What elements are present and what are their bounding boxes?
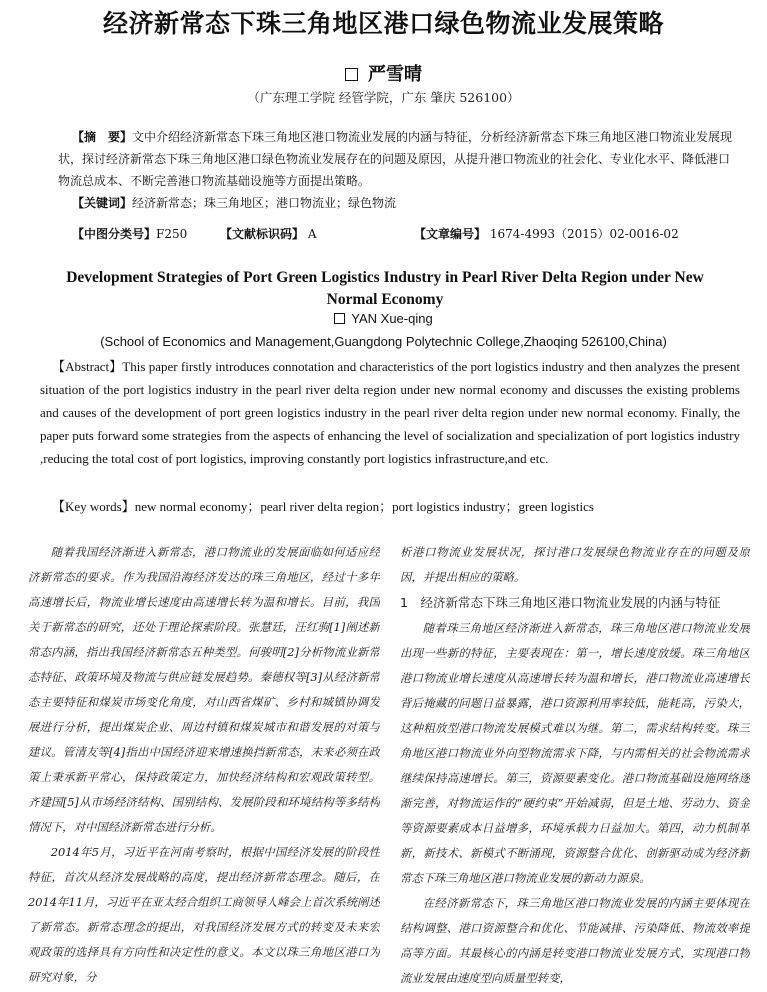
article-no-field — [414, 225, 679, 242]
article-meta — [72, 225, 732, 245]
keywords-en-label: 【Key words】 — [52, 499, 135, 514]
keywords-en — [52, 496, 752, 515]
keywords-cn-label: 【关键词】 — [72, 196, 133, 210]
clc-value: F250 — [156, 227, 188, 241]
body-column-right — [400, 540, 750, 990]
abstract-en — [40, 355, 740, 470]
section-heading-1: 1 经济新常态下珠三角地区港口物流业发展的内涵与特征 — [400, 595, 721, 610]
body-paragraph: 2014年5月，习近平在河南考察时，根据中国经济发展的阶段性特征，首次从经济发展战略的高度，提出经济新常态理念。随后，在2014年11月，习近平在亚太经合组织工商领导人峰会上首次系统阐述了新常态。新常态理念的提出，对我国经济发展方式的转变及未来宏观政策的选择具有方向性和决定性的意义。本文以珠三角地区港口为研究对象，分 — [28, 845, 380, 984]
body-column-left — [28, 540, 380, 990]
body-paragraph: 随着珠三角地区经济渐进入新常态，珠三角地区港口物流业发展出现一些新的特征，主要表现在：第一，增长速度放缓。珠三角地区港口物流业增长速度从高速增长转为温和增长，港口物流业高速增长背后掩藏的问题日益暴露，港口资源利用率较低，能耗高，污染大，这种粗放型港口物流发展模式难以为继。第二，需求结构转变。珠三角地区港口物流业外向型物流需求下降，与内需相关的社会物流需求继续保持高速增长。第三，资源要素变化。港口物流基础设施网络逐渐完善，对物流运作的“硬约束”开始减弱，但是土地、劳动力、资金等资源要素成本日益增多，环境承载力日益加大。第四，动力机制革新，新技术、新模式不断涌现，资源整合优化、创新驱动成为经济新常态下珠三角地区港口物流业发展的新动力源泉。 — [400, 621, 750, 885]
keywords-cn-text: 经济新常态；珠三角地区；港口物流业；绿色物流 — [132, 196, 397, 210]
author-en-box-icon — [334, 313, 345, 324]
author-en — [0, 311, 767, 326]
abstract-cn — [58, 126, 738, 214]
affiliation-cn: （广东理工学院 经管学院，广东 肇庆 526100） — [247, 90, 520, 105]
keywords-en-text: new normal economy；pearl river delta region；port logistics industry；green logistics — [134, 499, 594, 514]
doc-code-label: 【文献标识码】 — [220, 227, 305, 241]
abstract-en-text: This paper firstly introduces connotation and characteristics of the port logistics industry and then analyzes the present situation of the port logistics industry in the pearl river delta region under new normal economy and discusses the existing problems and causes of the development of port green logistics industry in the pearl river delta region under new normal economy. Finally, the paper puts forward some strategies from the aspects of enhancing the level of socialization and specialization of port logistics industry ,reducing the total cost of port logistics, improving constantly port logistics infrastructure,and etc. — [40, 359, 740, 466]
doc-code-value: A — [307, 227, 317, 241]
clc-field — [72, 225, 187, 242]
abstract-en-label: 【Abstract】 — [52, 359, 123, 374]
abstract-cn-label: 【摘 要】 — [72, 130, 133, 144]
abstract-cn-text: 文中介绍经济新常态下珠三角地区港口物流业发展的内涵与特征，分析经济新常态下珠三角地区港口物流业发展现状，探讨经济新常态下珠三角地区港口绿色物流业发展存在的问题及原因，从提升港口物流业的社会化、专业化水平、降低港口物流总成本、不断完善港口物流基础设施等方面提出策略。 — [58, 130, 733, 188]
affiliation-en: (School of Economics and Management,Guangdong Polytechnic College,Zhaoqing 526100,China) — [100, 334, 667, 349]
clc-label: 【中图分类号】 — [72, 227, 157, 241]
article-no-label: 【文章编号】 — [414, 227, 487, 241]
article-no-value: 1674-4993（2015）02-0016-02 — [489, 227, 679, 241]
author-box-icon — [345, 68, 358, 81]
author-cn-name: 严雪晴 — [368, 64, 422, 85]
paper-title-cn: 经济新常态下珠三角地区港口绿色物流业发展策略 — [102, 9, 664, 38]
author-cn — [0, 60, 767, 86]
author-en-name: YAN Xue-qing — [351, 311, 433, 326]
body-paragraph: 随着我国经济渐进入新常态，港口物流业的发展面临如何适应经济新常态的要求。作为我国沿海经济发达的珠三角地区，经过十多年高速增长后，物流业增长速度由高速增长转为温和增长。目前，我国关于新常态的研究，还处于理论探索阶段。张慧廷，汪红驹[1]阐述新常态内涵，指出我国经济新常态五种类型。何骏明[2]分析物流业新常态特征、政策环境及物流与供应链发展趋势。秦德权等[3]从经济新常态主要特征和煤炭市场变化角度，对山西省煤矿、乡村和城镇协调发展进行分析，提出煤炭企业、周边村镇和煤炭城市和谐发展的对策与建议。管清友等[4]指出中国经济迎来增速换挡新常态，未来必须在政策上秉承新平常心，保持政策定力，加快经济结构和宏观政策转型。齐建国[5]从市场经济结构、国别结构、发展阶段和环境结构等多结构情况下，对中国经济新常态进行分析。 — [28, 545, 380, 834]
body-paragraph: 在经济新常态下，珠三角地区港口物流业发展的内涵主要体现在结构调整、港口资源整合和优化、节能减排、污染降低、物流效率提高等方面。其最核心的内涵是转变港口物流业发展方式，实现港口物流业发展由速度型向质量型转变， — [400, 896, 750, 985]
body-paragraph-continued: 析港口物流业发展状况，探讨港口发展绿色物流业存在的问题及原因，并提出相应的策略。 — [400, 545, 750, 584]
doc-code-field — [220, 225, 317, 242]
paper-title-en: Development Strategies of Port Green Logistics Industry in Pearl River Delta Region under New Normal Economy — [66, 269, 704, 308]
